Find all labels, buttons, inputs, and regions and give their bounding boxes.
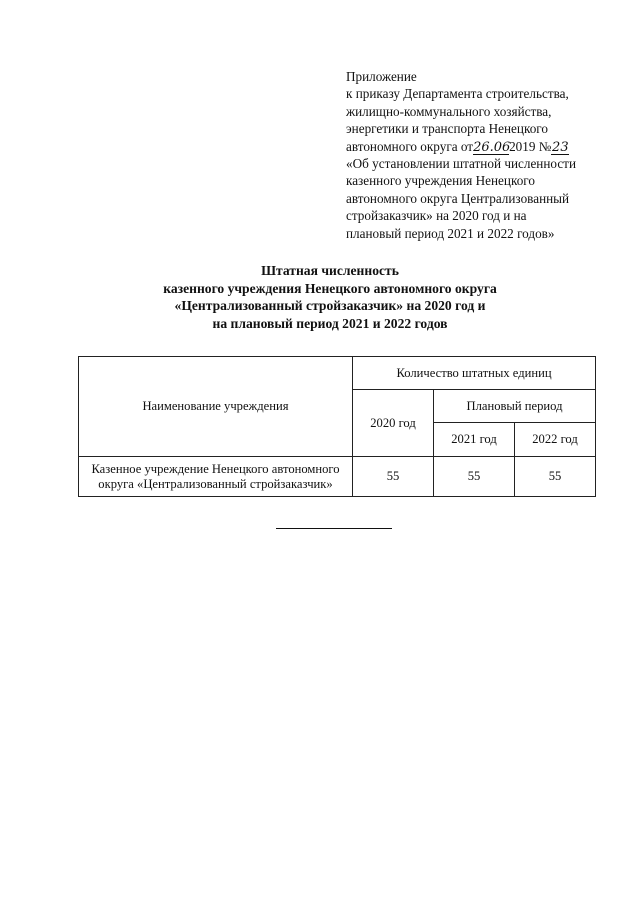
- header-planned-period: Плановый период: [434, 390, 596, 423]
- appendix-line: казенного учреждения Ненецкого: [346, 173, 535, 189]
- title-line: «Централизованный стройзаказчик» на 2020 год и: [174, 298, 486, 314]
- header-2021: 2021 год: [434, 423, 515, 457]
- table-row: [79, 457, 596, 497]
- appendix-line: автономного округа Централизованный: [346, 190, 570, 206]
- header-count: Количество штатных единиц: [353, 357, 596, 390]
- document-title: [120, 262, 540, 332]
- header-name: Наименование учреждения: [79, 357, 353, 457]
- institution-name-line: Казенное учреждение Ненецкого автономного: [91, 461, 340, 476]
- title-line: на плановый период 2021 и 2022 годов: [212, 315, 448, 331]
- appendix-line: жилищно-коммунального хозяйства,: [346, 103, 552, 119]
- order-date-prefix: автономного округа от: [346, 138, 474, 154]
- header-2020: 2020 год: [353, 390, 434, 457]
- value-2021: 55: [434, 457, 515, 497]
- institution-name-line: округа «Централизованный стройзаказчик»: [98, 476, 333, 491]
- title-line: казенного учреждения Ненецкого автономного округа: [163, 280, 497, 296]
- order-year: 2019 №: [509, 138, 552, 154]
- closing-rule: [276, 528, 392, 529]
- title-line: Штатная численность: [261, 263, 399, 278]
- handwritten-date: 26.06: [473, 139, 511, 155]
- appendix-heading: Приложение: [346, 69, 417, 84]
- appendix-line: «Об установлении штатной численности: [346, 156, 577, 172]
- appendix-line: плановый период 2021 и 2022 годов»: [346, 225, 555, 241]
- appendix-line: энергетики и транспорта Ненецкого: [346, 121, 548, 137]
- appendix-order-line: [346, 138, 616, 155]
- staff-table: [78, 356, 596, 497]
- handwritten-order-number: 23: [552, 139, 569, 155]
- institution-name-cell: [79, 457, 353, 497]
- appendix-line: стройзаказчик» на 2020 год и на: [346, 208, 527, 224]
- appendix-line: к приказу Департамента строительства,: [346, 86, 569, 102]
- header-2022: 2022 год: [515, 423, 596, 457]
- value-2022: 55: [515, 457, 596, 497]
- appendix-block: [346, 68, 616, 242]
- value-2020: 55: [353, 457, 434, 497]
